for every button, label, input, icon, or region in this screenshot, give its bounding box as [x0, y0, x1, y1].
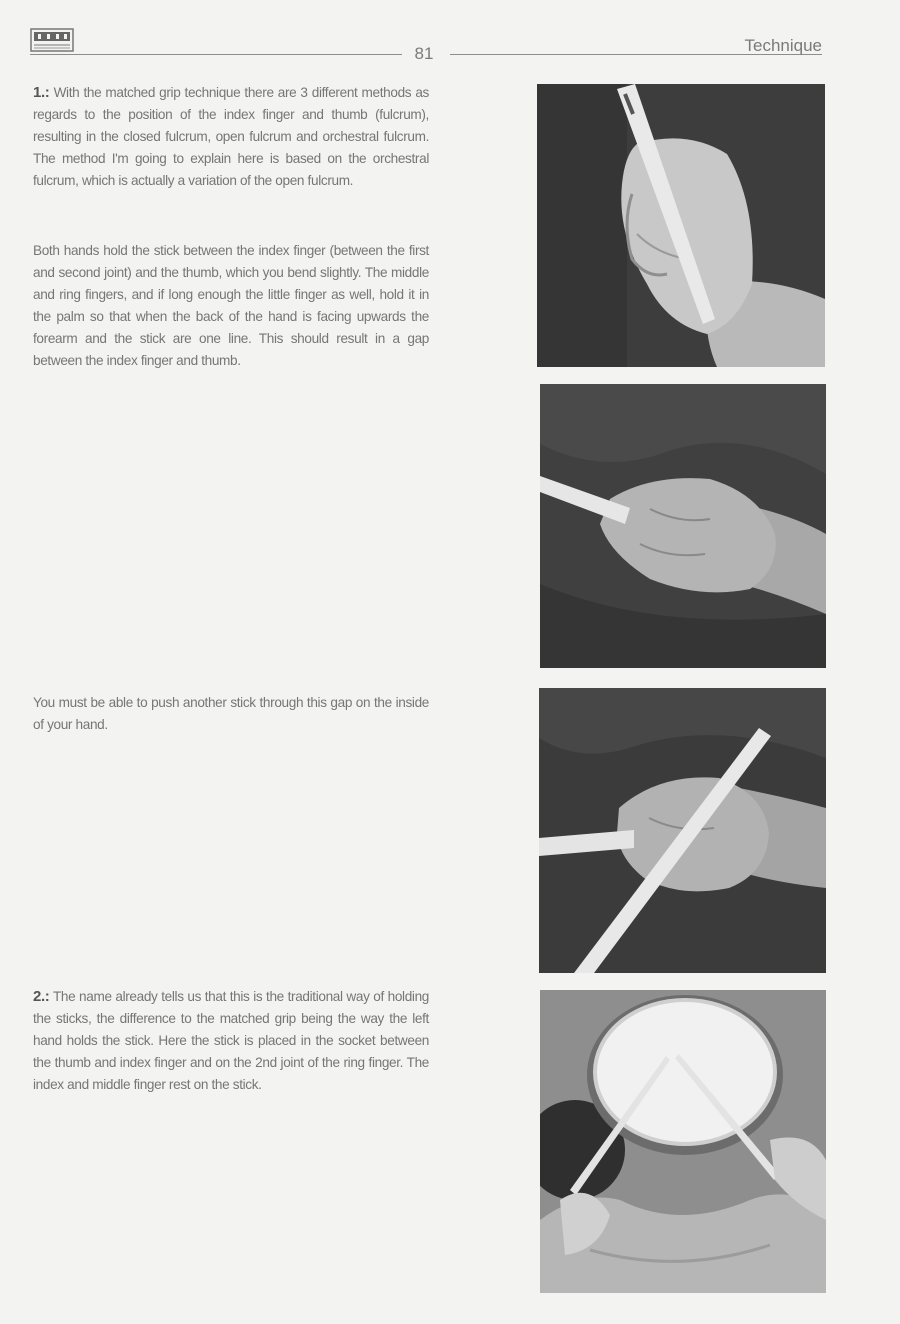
paragraph-4 [33, 986, 429, 1096]
publisher-logo-icon [30, 28, 74, 52]
page-number: 81 [414, 44, 434, 63]
paragraph-1-number: 1.: [33, 84, 50, 101]
paragraph-4-text: The name already tells us that this is the traditional way of holding the sticks, the difference to the matched grip being the way the left hand holds the stick. Here the stick is placed in the socket between the thumb and index finger and on the 2nd joint of the ring finger. The index and middle finger rest on the stick. [33, 989, 429, 1092]
photo-traditional-grip-snare [540, 990, 826, 1293]
photo-two-sticks-through-hand [539, 688, 826, 973]
paragraph-1 [33, 82, 429, 192]
photo-hand-vertical-stick [537, 84, 825, 367]
header-rule-left [30, 54, 402, 55]
paragraph-3: You must be able to push another stick through this gap on the inside of your hand. [33, 695, 429, 732]
section-title: Technique [744, 36, 822, 55]
paragraph-1-text: With the matched grip technique there are 3 different methods as regards to the position of the index finger and thumb (fulcrum), resulting in the closed fulcrum, open fulcrum and orchestral fulcrum. The method I'm going to explain here is based on the orchestral fulcrum, which is actually a variation of the open fulcrum. [33, 85, 429, 188]
paragraph-4-number: 2.: [33, 988, 50, 1005]
paragraph-2: Both hands hold the stick between the index finger (between the first and second joint) and the thumb, which you bend slightly. The middle and ring fingers, and if long enough the little finger as well, hold it in the palm so that when the back of the hand is facing upwards the forearm and the stick are one line. This should result in a gap between the index finger and thumb. [33, 243, 429, 368]
photo-hand-horizontal-stick [540, 384, 826, 668]
